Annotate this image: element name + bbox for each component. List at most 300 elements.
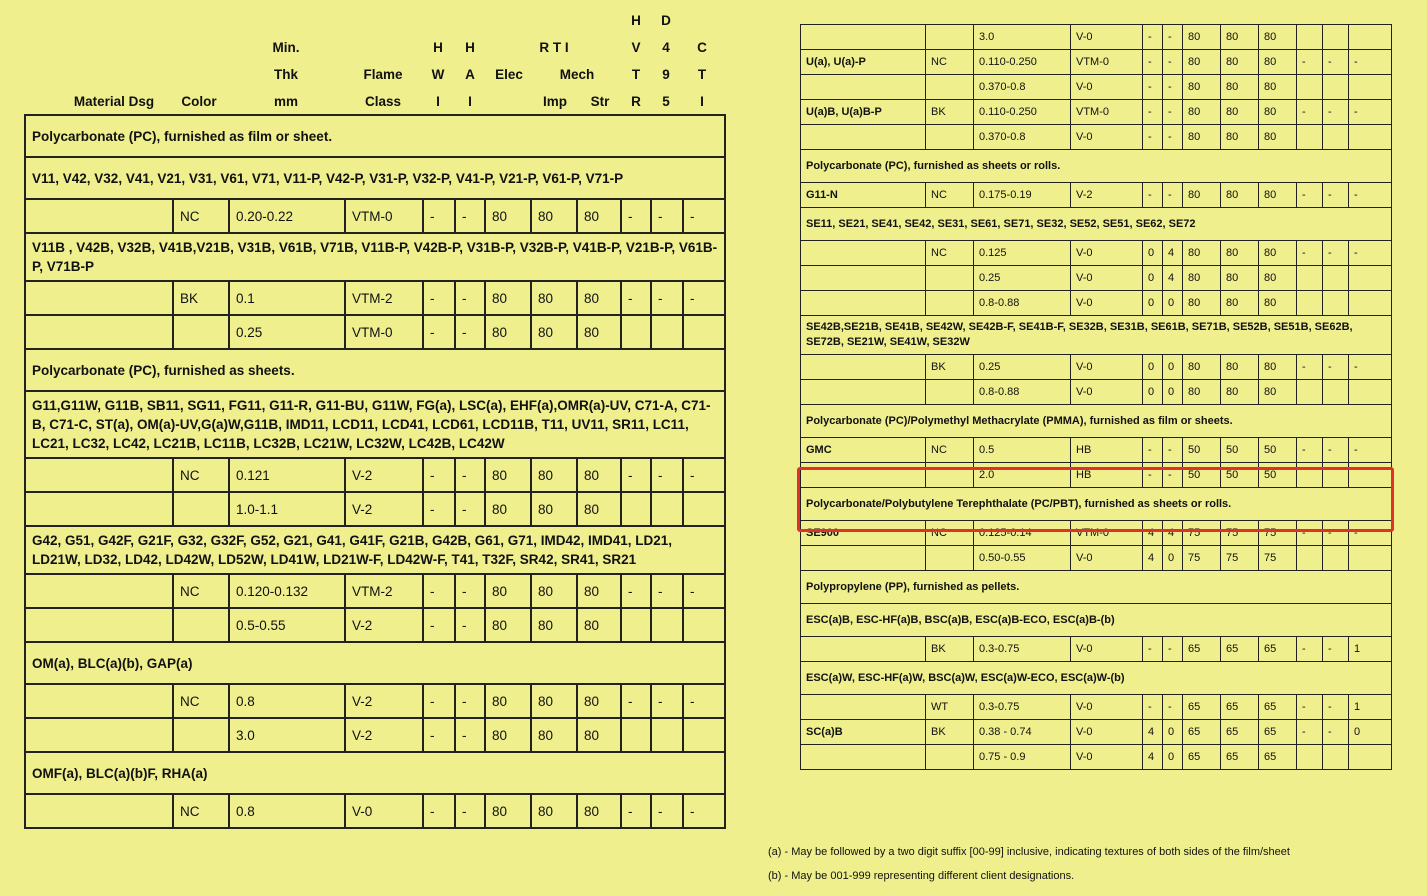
table-cell: V-0 bbox=[1071, 695, 1143, 720]
table-cell: 80 bbox=[577, 574, 621, 608]
table-cell: - bbox=[1349, 521, 1392, 546]
table-cell: - bbox=[1143, 463, 1163, 488]
table-cell: 80 bbox=[1259, 266, 1297, 291]
table-cell: 80 bbox=[1221, 183, 1259, 208]
table-cell: 4 bbox=[1143, 720, 1163, 745]
right-material-table bbox=[800, 24, 1392, 770]
header-material-dsg: Material Dsg bbox=[73, 94, 155, 109]
table-cell: - bbox=[1163, 183, 1183, 208]
table-cell bbox=[1297, 745, 1323, 770]
table-cell: 0 bbox=[1163, 720, 1183, 745]
table-cell bbox=[1323, 463, 1349, 488]
table-cell: 65 bbox=[1221, 720, 1259, 745]
table-cell: 50 bbox=[1259, 438, 1297, 463]
table-cell: 0.110-0.250 bbox=[974, 100, 1071, 125]
header-hvtr-v: V bbox=[631, 40, 641, 55]
table-cell: NC bbox=[926, 241, 974, 266]
table-cell bbox=[801, 637, 926, 662]
table-cell: - bbox=[423, 199, 455, 233]
table-cell: - bbox=[1323, 637, 1349, 662]
right-section-row bbox=[801, 405, 1392, 438]
left-section-row bbox=[25, 157, 725, 199]
table-cell bbox=[1349, 463, 1392, 488]
table-cell: 1 bbox=[1349, 637, 1392, 662]
table-cell bbox=[621, 315, 651, 349]
table-cell: 75 bbox=[1259, 521, 1297, 546]
right-table-row bbox=[801, 720, 1392, 745]
table-cell: WT bbox=[926, 695, 974, 720]
table-cell: NC bbox=[926, 521, 974, 546]
table-cell bbox=[1297, 75, 1323, 100]
table-cell: - bbox=[423, 492, 455, 526]
table-cell bbox=[926, 291, 974, 316]
table-cell: VTM-2 bbox=[345, 574, 423, 608]
header-mech: Mech bbox=[559, 67, 595, 82]
table-cell bbox=[1297, 266, 1323, 291]
table-cell: - bbox=[1143, 125, 1163, 150]
table-cell: NC bbox=[173, 574, 229, 608]
table-cell: 4 bbox=[1143, 546, 1163, 571]
table-cell: - bbox=[1297, 100, 1323, 125]
right-table-row bbox=[801, 637, 1392, 662]
table-cell: 80 bbox=[485, 608, 531, 642]
table-cell: - bbox=[651, 199, 683, 233]
table-cell: 4 bbox=[1163, 241, 1183, 266]
right-table-row bbox=[801, 380, 1392, 405]
table-cell bbox=[1297, 380, 1323, 405]
table-cell: - bbox=[1143, 100, 1163, 125]
table-cell: 80 bbox=[1259, 241, 1297, 266]
table-cell: - bbox=[651, 684, 683, 718]
table-cell: 0.5 bbox=[974, 438, 1071, 463]
table-cell: - bbox=[1143, 25, 1163, 50]
header-class: Class bbox=[364, 94, 402, 109]
table-cell bbox=[926, 380, 974, 405]
table-cell: NC bbox=[173, 684, 229, 718]
section-heading: V11, V42, V32, V41, V21, V31, V61, V71, V11-P, V42-P, V31-P, V32-P, V41-P, V21-P, V61-P, V71-P bbox=[25, 157, 725, 199]
table-cell bbox=[25, 199, 173, 233]
header-hvtr-t: T bbox=[631, 67, 641, 82]
table-cell: V-0 bbox=[1071, 546, 1143, 571]
table-cell: - bbox=[1143, 183, 1163, 208]
table-cell: 0.25 bbox=[974, 355, 1071, 380]
section-heading: V11B , V42B, V32B, V41B,V21B, V31B, V61B, V71B, V11B-P, V42B-P, V31B-P, V32B-P, V41B-P, V21B-P, V61B-P, V71B-P bbox=[25, 233, 725, 281]
table-cell: - bbox=[1323, 183, 1349, 208]
right-section-row bbox=[801, 604, 1392, 637]
table-cell: - bbox=[1323, 50, 1349, 75]
table-cell: NC bbox=[926, 438, 974, 463]
table-cell: - bbox=[1143, 695, 1163, 720]
table-cell: - bbox=[621, 684, 651, 718]
table-cell bbox=[926, 125, 974, 150]
table-cell: 80 bbox=[577, 281, 621, 315]
table-cell: 0.8 bbox=[229, 794, 345, 828]
table-cell: 80 bbox=[1259, 50, 1297, 75]
table-cell: 80 bbox=[485, 684, 531, 718]
left-table-row bbox=[25, 492, 725, 526]
table-cell: 80 bbox=[1221, 380, 1259, 405]
table-cell bbox=[926, 745, 974, 770]
table-cell: - bbox=[651, 281, 683, 315]
table-cell bbox=[25, 458, 173, 492]
table-cell: - bbox=[1297, 695, 1323, 720]
table-cell: - bbox=[1163, 695, 1183, 720]
header-flame: Flame bbox=[363, 67, 403, 82]
header-rti: R T I bbox=[539, 40, 569, 55]
table-cell: GMC bbox=[801, 438, 926, 463]
table-cell: - bbox=[1143, 75, 1163, 100]
table-cell bbox=[173, 608, 229, 642]
table-cell: 0.370-0.8 bbox=[974, 75, 1071, 100]
table-cell: 0 bbox=[1163, 291, 1183, 316]
right-section-row bbox=[801, 316, 1392, 355]
section-heading: ESC(a)B, ESC-HF(a)B, BSC(a)B, ESC(a)B-ECO, ESC(a)B-(b) bbox=[801, 604, 1392, 637]
table-cell: 50 bbox=[1259, 463, 1297, 488]
table-cell: 0.370-0.8 bbox=[974, 125, 1071, 150]
right-table-row bbox=[801, 75, 1392, 100]
table-cell bbox=[25, 794, 173, 828]
header-thk: Thk bbox=[273, 67, 298, 82]
table-cell: BK bbox=[926, 637, 974, 662]
header-mm: mm bbox=[273, 94, 298, 109]
table-cell: G11-N bbox=[801, 183, 926, 208]
section-heading: OM(a), BLC(a)(b), GAP(a) bbox=[25, 642, 725, 684]
table-cell bbox=[1349, 546, 1392, 571]
left-table-row bbox=[25, 574, 725, 608]
left-table-row bbox=[25, 608, 725, 642]
table-cell: - bbox=[455, 574, 485, 608]
table-cell: 80 bbox=[485, 458, 531, 492]
table-cell: - bbox=[423, 718, 455, 752]
table-cell bbox=[1297, 546, 1323, 571]
table-cell: 80 bbox=[485, 718, 531, 752]
table-cell: 4 bbox=[1143, 745, 1163, 770]
table-cell bbox=[801, 546, 926, 571]
table-cell bbox=[1349, 745, 1392, 770]
section-heading: OMF(a), BLC(a)(b)F, RHA(a) bbox=[25, 752, 725, 794]
table-cell bbox=[25, 492, 173, 526]
table-cell: 65 bbox=[1183, 745, 1221, 770]
table-cell: 80 bbox=[1183, 25, 1221, 50]
table-cell: 0.25 bbox=[974, 266, 1071, 291]
section-heading: Polypropylene (PP), furnished as pellets. bbox=[801, 571, 1392, 604]
table-cell: 0 bbox=[1143, 291, 1163, 316]
table-cell: 65 bbox=[1259, 745, 1297, 770]
table-cell: VTM-2 bbox=[345, 281, 423, 315]
table-cell: - bbox=[621, 574, 651, 608]
table-cell: 80 bbox=[577, 199, 621, 233]
table-cell bbox=[1323, 75, 1349, 100]
table-cell: 0.110-0.250 bbox=[974, 50, 1071, 75]
table-cell: 80 bbox=[1221, 355, 1259, 380]
right-section-row bbox=[801, 150, 1392, 183]
table-cell bbox=[683, 492, 725, 526]
table-cell bbox=[926, 463, 974, 488]
table-cell: 65 bbox=[1221, 695, 1259, 720]
table-cell: 0.3-0.75 bbox=[974, 695, 1071, 720]
table-cell bbox=[651, 608, 683, 642]
table-cell: - bbox=[423, 574, 455, 608]
table-cell: - bbox=[1349, 100, 1392, 125]
table-cell: - bbox=[1349, 241, 1392, 266]
table-cell bbox=[801, 241, 926, 266]
section-heading: Polycarbonate/Polybutylene Terephthalate (PC/PBT), furnished as sheets or rolls. bbox=[801, 488, 1392, 521]
header-cti-c: C bbox=[697, 40, 707, 55]
table-cell: V-0 bbox=[1071, 266, 1143, 291]
right-table-row bbox=[801, 291, 1392, 316]
table-cell: 65 bbox=[1183, 720, 1221, 745]
section-heading: Polycarbonate (PC), furnished as sheets. bbox=[25, 349, 725, 391]
table-cell bbox=[801, 291, 926, 316]
table-cell bbox=[1297, 125, 1323, 150]
section-heading: ESC(a)W, ESC-HF(a)W, BSC(a)W, ESC(a)W-ECO, ESC(a)W-(b) bbox=[801, 662, 1392, 695]
table-cell: 0 bbox=[1163, 355, 1183, 380]
left-section-row bbox=[25, 752, 725, 794]
table-cell: 0.25 bbox=[229, 315, 345, 349]
header-hai-i: I bbox=[468, 94, 472, 109]
table-cell: 80 bbox=[1221, 50, 1259, 75]
table-cell bbox=[683, 315, 725, 349]
table-cell: V-0 bbox=[1071, 241, 1143, 266]
table-cell bbox=[801, 266, 926, 291]
table-cell: 80 bbox=[485, 281, 531, 315]
right-table-row bbox=[801, 438, 1392, 463]
header-elec: Elec bbox=[495, 67, 523, 82]
left-section-row bbox=[25, 526, 725, 574]
table-cell: 80 bbox=[531, 684, 577, 718]
table-cell: SC(a)B bbox=[801, 720, 926, 745]
right-table-row bbox=[801, 546, 1392, 571]
table-cell: 80 bbox=[531, 608, 577, 642]
table-cell: - bbox=[1163, 463, 1183, 488]
table-cell: 75 bbox=[1259, 546, 1297, 571]
header-str: Str bbox=[590, 94, 610, 109]
table-cell: - bbox=[1297, 521, 1323, 546]
table-cell: - bbox=[1163, 25, 1183, 50]
table-cell: 80 bbox=[1259, 355, 1297, 380]
right-section-row bbox=[801, 662, 1392, 695]
table-cell: - bbox=[1323, 720, 1349, 745]
table-cell: - bbox=[455, 492, 485, 526]
table-cell: - bbox=[455, 281, 485, 315]
table-cell: BK bbox=[173, 281, 229, 315]
table-cell: 65 bbox=[1259, 695, 1297, 720]
table-cell: - bbox=[455, 199, 485, 233]
header-hai-a: A bbox=[465, 67, 475, 82]
table-cell: - bbox=[1163, 125, 1183, 150]
table-cell: - bbox=[1323, 241, 1349, 266]
table-cell bbox=[25, 574, 173, 608]
table-cell: - bbox=[1349, 183, 1392, 208]
table-cell: 80 bbox=[1183, 266, 1221, 291]
table-cell: 80 bbox=[1183, 380, 1221, 405]
section-heading: Polycarbonate (PC)/Polymethyl Methacrylate (PMMA), furnished as film or sheets. bbox=[801, 405, 1392, 438]
right-table-row bbox=[801, 183, 1392, 208]
right-section-row bbox=[801, 208, 1392, 241]
table-cell: 80 bbox=[485, 199, 531, 233]
table-cell: 80 bbox=[1259, 75, 1297, 100]
table-cell bbox=[1323, 125, 1349, 150]
header-color: Color bbox=[181, 94, 217, 109]
table-cell bbox=[173, 718, 229, 752]
table-cell: NC bbox=[173, 458, 229, 492]
table-cell bbox=[1349, 125, 1392, 150]
table-cell: - bbox=[621, 199, 651, 233]
table-cell: V-0 bbox=[1071, 75, 1143, 100]
table-cell: - bbox=[683, 794, 725, 828]
table-cell: VTM-0 bbox=[345, 199, 423, 233]
table-cell: VTM-0 bbox=[1071, 521, 1143, 546]
table-cell bbox=[801, 355, 926, 380]
table-cell: 80 bbox=[1183, 125, 1221, 150]
header-d495-9: 9 bbox=[662, 67, 670, 82]
table-cell: 80 bbox=[577, 684, 621, 718]
table-cell bbox=[1323, 291, 1349, 316]
table-cell bbox=[621, 492, 651, 526]
table-cell: 80 bbox=[485, 315, 531, 349]
table-cell bbox=[801, 745, 926, 770]
header-hwi-w: W bbox=[431, 67, 445, 82]
table-cell bbox=[926, 546, 974, 571]
table-cell: 80 bbox=[1259, 380, 1297, 405]
table-cell: 80 bbox=[1221, 241, 1259, 266]
right-table-row bbox=[801, 50, 1392, 75]
table-cell: 80 bbox=[1259, 125, 1297, 150]
table-cell bbox=[1323, 266, 1349, 291]
section-heading: G42, G51, G42F, G21F, G32, G32F, G52, G21, G41, G41F, G21B, G42B, G61, G71, IMD42, IMD41, LD21, LD21W, LD32, LD42, LD42W, LD52W, LD41W, LD21W-F, LD42W-F, T41, T32F, SR42, SR41, SR21 bbox=[25, 526, 725, 574]
table-cell: HB bbox=[1071, 463, 1143, 488]
right-table-row bbox=[801, 463, 1392, 488]
table-cell bbox=[801, 380, 926, 405]
table-cell: 80 bbox=[1183, 291, 1221, 316]
table-cell: NC bbox=[926, 50, 974, 75]
left-section-row bbox=[25, 642, 725, 684]
table-cell: - bbox=[683, 281, 725, 315]
header-cti-i: I bbox=[700, 94, 704, 109]
header-min-1: Min. bbox=[272, 40, 300, 55]
table-cell: 80 bbox=[577, 718, 621, 752]
table-cell: - bbox=[1349, 50, 1392, 75]
table-cell: - bbox=[683, 684, 725, 718]
table-cell: V-0 bbox=[1071, 745, 1143, 770]
table-cell: 80 bbox=[1259, 291, 1297, 316]
table-cell: 80 bbox=[531, 315, 577, 349]
table-cell: - bbox=[683, 199, 725, 233]
table-cell: 4 bbox=[1143, 521, 1163, 546]
table-cell bbox=[1349, 291, 1392, 316]
table-cell: 0.8-0.88 bbox=[974, 291, 1071, 316]
table-cell bbox=[1297, 291, 1323, 316]
table-cell bbox=[25, 608, 173, 642]
table-cell: 80 bbox=[577, 492, 621, 526]
header-cti-t: T bbox=[697, 67, 707, 82]
table-cell: SE900 bbox=[801, 521, 926, 546]
table-cell: - bbox=[1349, 438, 1392, 463]
table-cell: 0 bbox=[1349, 720, 1392, 745]
table-cell: 4 bbox=[1163, 266, 1183, 291]
right-table-row bbox=[801, 100, 1392, 125]
table-cell: BK bbox=[926, 355, 974, 380]
table-cell: - bbox=[651, 574, 683, 608]
table-cell: 0.3-0.75 bbox=[974, 637, 1071, 662]
table-cell: - bbox=[455, 684, 485, 718]
table-cell: 50 bbox=[1183, 438, 1221, 463]
table-cell: - bbox=[1323, 438, 1349, 463]
table-cell: 80 bbox=[1221, 291, 1259, 316]
table-cell: 1 bbox=[1349, 695, 1392, 720]
table-cell: 50 bbox=[1183, 463, 1221, 488]
table-cell: V-0 bbox=[1071, 25, 1143, 50]
table-cell: 50 bbox=[1221, 463, 1259, 488]
table-cell: - bbox=[621, 458, 651, 492]
table-cell bbox=[801, 695, 926, 720]
table-cell: V-2 bbox=[345, 492, 423, 526]
table-cell: U(a), U(a)-P bbox=[801, 50, 926, 75]
table-cell bbox=[621, 608, 651, 642]
table-cell: BK bbox=[926, 720, 974, 745]
table-cell: NC bbox=[173, 794, 229, 828]
table-cell: - bbox=[455, 718, 485, 752]
table-cell: 80 bbox=[577, 458, 621, 492]
table-cell: - bbox=[1297, 637, 1323, 662]
table-cell: 75 bbox=[1221, 521, 1259, 546]
table-cell: - bbox=[1163, 50, 1183, 75]
table-cell: 65 bbox=[1259, 637, 1297, 662]
table-cell: 80 bbox=[1221, 125, 1259, 150]
footnotes bbox=[768, 840, 1290, 888]
table-cell bbox=[173, 492, 229, 526]
left-table-row bbox=[25, 315, 725, 349]
right-section-row bbox=[801, 571, 1392, 604]
left-table-row bbox=[25, 458, 725, 492]
table-cell: 80 bbox=[1183, 241, 1221, 266]
table-cell: 0 bbox=[1143, 266, 1163, 291]
right-section-row bbox=[801, 488, 1392, 521]
left-section-row bbox=[25, 349, 725, 391]
table-cell: 0.8-0.88 bbox=[974, 380, 1071, 405]
section-heading: Polycarbonate (PC), furnished as film or sheet. bbox=[25, 115, 725, 157]
table-cell bbox=[1349, 25, 1392, 50]
table-cell bbox=[801, 125, 926, 150]
table-cell bbox=[1297, 463, 1323, 488]
table-cell: V-0 bbox=[1071, 380, 1143, 405]
table-cell bbox=[1349, 266, 1392, 291]
table-cell: 0.175-0.19 bbox=[974, 183, 1071, 208]
header-hvtr-r: R bbox=[631, 94, 641, 109]
table-cell bbox=[1349, 75, 1392, 100]
table-cell: - bbox=[423, 458, 455, 492]
left-table-row bbox=[25, 199, 725, 233]
table-cell: HB bbox=[1071, 438, 1143, 463]
table-cell: 80 bbox=[1221, 100, 1259, 125]
table-cell: 65 bbox=[1221, 745, 1259, 770]
table-cell bbox=[25, 281, 173, 315]
table-cell: V-2 bbox=[345, 608, 423, 642]
table-cell: - bbox=[1143, 438, 1163, 463]
table-cell: - bbox=[651, 458, 683, 492]
right-table-row bbox=[801, 745, 1392, 770]
table-cell: - bbox=[1297, 355, 1323, 380]
header-d495-d: D bbox=[661, 13, 671, 28]
table-cell bbox=[651, 718, 683, 752]
header-d495-5: 5 bbox=[662, 94, 670, 109]
table-cell: 0.5-0.55 bbox=[229, 608, 345, 642]
table-cell: 1.0-1.1 bbox=[229, 492, 345, 526]
right-table-row bbox=[801, 695, 1392, 720]
table-cell: 80 bbox=[531, 458, 577, 492]
header-d495-4: 4 bbox=[662, 40, 670, 55]
table-cell: 80 bbox=[1221, 75, 1259, 100]
